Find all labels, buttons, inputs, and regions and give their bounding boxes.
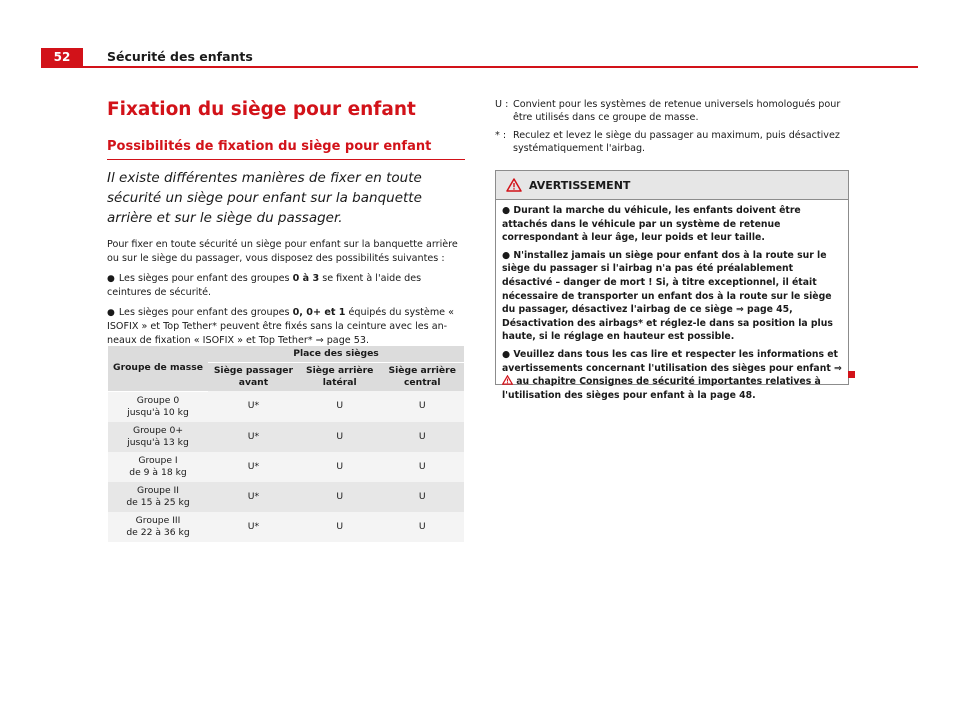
table-row [108, 452, 464, 482]
cell-group: Groupe III de 22 à 36 kg [108, 512, 208, 542]
bullet-icon: ● [107, 308, 115, 318]
cell-center: U [380, 482, 464, 512]
legend-key: * : [495, 130, 507, 141]
bullet-icon: ● [502, 249, 514, 261]
table-row [108, 422, 464, 452]
running-head: Sécurité des enfants [107, 49, 253, 64]
legend-key: U : [495, 99, 509, 110]
table-row [108, 482, 464, 512]
warning-header [496, 171, 848, 200]
cell-group: Groupe II de 15 à 25 kg [108, 482, 208, 512]
intro-text: Il existe différentes manières de fixer en toute sécurité un siège pour enfant sur la banquette arrière et sur le siège du passager. [107, 170, 422, 226]
cell-center: U [380, 391, 464, 422]
col-header-rear-side: Siège arrière latéral [299, 363, 381, 392]
legend-text: Reculez et levez le siège du passager au maximum, puis désactivez systématiquement l'airbag. [513, 130, 840, 154]
col-header-places: Place des sièges [208, 346, 464, 363]
section-title: Possibilités de fixation du siège pour enfant [107, 138, 465, 160]
cell-front: U* [208, 512, 299, 542]
cell-center: U [380, 512, 464, 542]
cell-front: U* [208, 452, 299, 482]
bullet-text: équipés du système « ISOFIX » et Top Tether* peuvent être fixés sans la ceinture avec les anneaux de fixation « ISOFIX » et Top Tether* ⇒ page 53. [107, 307, 455, 346]
bullet-item [107, 272, 465, 300]
warning-box [495, 170, 849, 401]
warning-body [496, 200, 848, 402]
cell-group: Groupe 0+ jusqu'à 13 kg [108, 422, 208, 452]
header-rule [41, 66, 918, 68]
page-header [41, 48, 918, 68]
cell-side: U [299, 452, 381, 482]
warning-triangle-icon [506, 177, 522, 196]
page-number: 52 [41, 48, 83, 66]
cell-side: U [299, 391, 381, 422]
cell-front: U* [208, 422, 299, 452]
warning-item: ● N'installez jamais un siège pour enfant dos à la route sur le siège du passager si l'airbag n'a pas été préalablement désactivé – danger de mort ! Si, à titre exceptionnel, il était nécessaire de transporter un enfant dos à la route sur le siège du passager, désactivez l'airbag de ce siège ⇒ page 45, Désactivation des airbags* et réglez-le dans sa position la plus haute, si le réglage en hauteur est possible. [502, 249, 833, 343]
bullet-icon: ● [502, 205, 514, 216]
legend-text: Convient pour les systèmes de retenue universels homologués pour être utilisés dans ce groupe de masse. [513, 99, 841, 123]
bullet-text: Les sièges pour enfant des groupes [118, 307, 293, 318]
legend-item [495, 129, 848, 155]
section-end-mark [848, 371, 855, 378]
seat-table [108, 346, 464, 542]
bullet-icon: ● [502, 348, 514, 360]
cell-center: U [380, 422, 464, 452]
cell-front: U* [208, 482, 299, 512]
legend [495, 98, 848, 160]
warning-title: AVERTISSEMENT [529, 179, 631, 192]
bullet-item [107, 306, 465, 348]
left-column [107, 98, 465, 348]
warning-item: ● Veuillez dans tous les cas lire et respecter les informations et avertissements concernant l'utilisation des sièges pour enfant ⇒ au chapitre Consignes de sécurité importantes relatives à l'utilisation des sièges pour enfant à la page 48. [502, 348, 842, 401]
cell-side: U [299, 482, 381, 512]
col-header-group: Groupe de masse [108, 346, 208, 391]
warning-item: ● Durant la marche du véhicule, les enfants doivent être attachés dans le véhicule par un système de retenue correspondant à leur âge, leur poids et leur taille. [502, 205, 801, 244]
cell-side: U [299, 512, 381, 542]
cell-group: Groupe 0 jusqu'à 10 kg [108, 391, 208, 422]
cell-side: U [299, 422, 381, 452]
legend-item [495, 98, 848, 124]
bullet-icon: ● [107, 274, 115, 284]
body-paragraph: Pour fixer en toute sécurité un siège pour enfant sur la banquette arrière ou sur le siège du passager, vous disposez des possibilités suivantes : [107, 239, 458, 264]
table-row [108, 512, 464, 542]
bullet-bold: 0 à 3 [292, 273, 320, 284]
cell-center: U [380, 452, 464, 482]
cell-front: U* [208, 391, 299, 422]
table-row [108, 391, 464, 422]
bullet-text: se fixent à l'aide des ceintures de sécurité. [107, 273, 422, 298]
cell-group: Groupe I de 9 à 18 kg [108, 452, 208, 482]
bullet-text: Les sièges pour enfant des groupes [118, 273, 293, 284]
col-header-rear-center: Siège arrière central [380, 363, 464, 392]
bullet-bold: 0, 0+ et 1 [292, 307, 346, 318]
col-header-front: Siège passager avant [208, 363, 299, 392]
warning-triangle-icon [502, 376, 513, 387]
page-title: Fixation du siège pour enfant [107, 99, 416, 120]
